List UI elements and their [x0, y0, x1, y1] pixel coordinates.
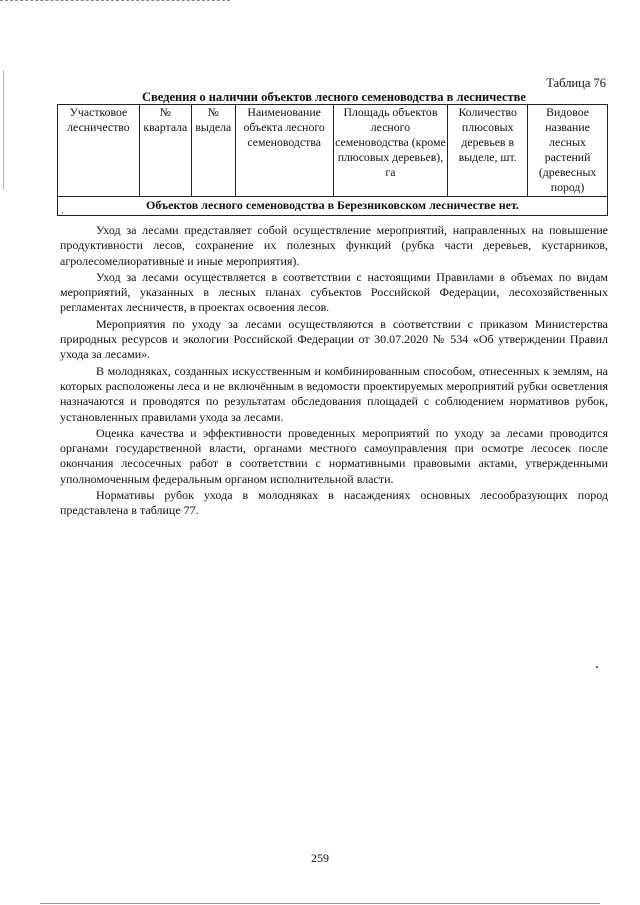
paragraph: Оценка качества и эффективности проведенных мероприятий по уходу за лесами проводится органами государственной власти, органами местного самоуправления при осмотре лесосек после окончания лесосечных работ в соответствии с нормативными правовыми актами, утвержденными уполномоченным федеральным органом исполнительной власти.: [60, 425, 608, 486]
body-text: [60, 223, 608, 520]
paragraph: Нормативы рубок ухода в молодняках в насаждениях основных лесообразующих пород представлена в таблице 77.: [60, 488, 608, 518]
header-cell-allotment: № выдела: [191, 105, 235, 197]
scan-speck: [596, 666, 598, 668]
table-header-row: [58, 105, 608, 197]
paragraph: Мероприятия по уходу за лесами осуществляются в соответствии с приказом Министерства природных ресурсов и экологии Российской Федерации от 30.07.2020 № 534 «Об утверждении Правил ухода за лесами».: [60, 316, 608, 362]
page-number: 259: [311, 851, 329, 865]
paragraph: Уход за лесами осуществляется в соответствии с настоящими Правилами в объемах по видам мероприятий, указанных в лесных планах субъектов Российской Федерации, лесохозяйственных регламентах лесничеств, в проектах освоения лесов.: [60, 269, 608, 315]
seed-objects-table: [57, 104, 608, 216]
header-cell-object-name: Наименование объекта лесного семеноводства: [235, 105, 333, 197]
paragraph: Уход за лесами представляет собой осуществление мероприятий, направленных на повышение продуктивности лесов, сохранение их полезных функций (рубка части деревьев, кустарников, агролесомелиоративные и иные мероприятия).: [60, 223, 608, 268]
table-number-label: Таблица 76: [546, 76, 606, 90]
header-cell-quarter: № квартала: [139, 105, 191, 197]
paragraph: В молодняках, созданных искусственным и комбинированным способом, отнесенных к землям, на которых расположены леса и не включённым в ведомости проектируемых мероприятий рубки осветления назначаются и проводятся по результатам обследования площадей с соблюдением нормативов рубок, установленных правилами ухода за лесами.: [60, 363, 608, 424]
scan-artifact-bottom: [40, 903, 600, 904]
header-cell-district: Участковое лесничество: [58, 105, 140, 197]
table-note-cell: Объектов лесного семеноводства в Березниковском лесничестве нет.: [58, 197, 608, 216]
header-cell-plus-trees: Количество плюсовых деревьев в выделе, шт.: [448, 105, 528, 197]
table-caption: Сведения о наличии объектов лесного семеноводства в лесничестве: [142, 90, 526, 104]
scan-speck: [62, 212, 63, 213]
scan-artifact-edge: [3, 70, 4, 190]
table-note-row: [58, 197, 608, 216]
header-cell-area: Площадь объектов лесного семеноводства (кроме плюсовых деревьев), га: [333, 105, 448, 197]
header-cell-species: Видовое название лесных растений (древесных пород): [528, 105, 608, 197]
scan-artifact-top: [0, 0, 230, 4]
